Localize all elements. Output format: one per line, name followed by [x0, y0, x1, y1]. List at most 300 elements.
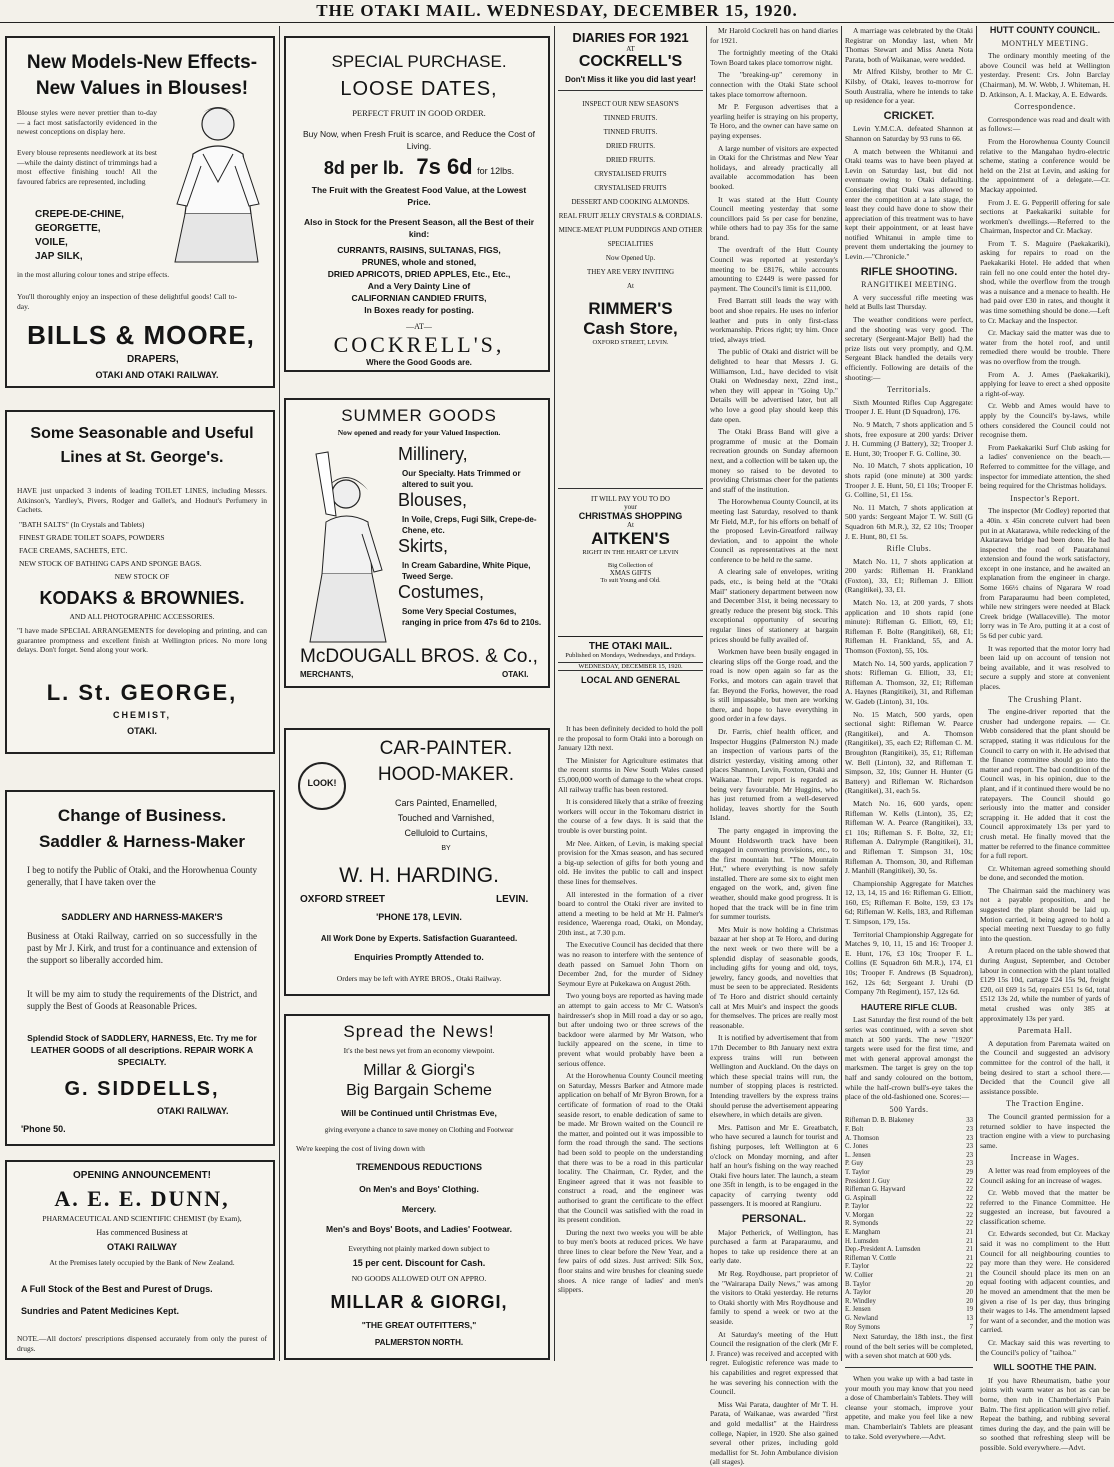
ad-dunn-note: NOTE.—All doctors' prescriptions dispensed accurately from only the purest of drugs.: [17, 1334, 267, 1353]
service-1: Cars Painted, Enamelled,: [394, 798, 498, 808]
aitken-l8: To suit Young and Old.: [600, 577, 661, 584]
score-value: 22: [966, 1194, 973, 1202]
score-name: E. Jensen: [845, 1306, 871, 1314]
news-paragraph: Miss Wai Parata, daughter of Mr T. H. Parata, of Waikanae, was awarded "first and gold medallist" at the Hairdress college, Napier, in 1920. She also gained several other prizes, including gold medallist for St. John Ambulance division (all stages).: [710, 1399, 838, 1467]
hutt-paragraph: Correspondence was read and dealt with as follows:—: [980, 114, 1110, 134]
news-paragraph: The "breaking-up" ceremony in connection with the Otaki State school takes place tomorrow afternoon.: [710, 70, 838, 99]
diaries-ad: [558, 26, 703, 496]
ad-mcd-item2-desc: In Voile, Creps, Fugi Silk, Crepe-de-Chene, etc.: [402, 515, 537, 535]
score-row: [845, 1203, 973, 1212]
ad-dates-price-row: [292, 154, 546, 180]
news-paragraph: A marriage was celebrated by the Otaki Registrar on Monday last, when Mr Thomas Stewart and Miss Aneta Nota Parata, both of Waikanae, were wedded.: [845, 26, 973, 64]
score-value: 23: [966, 1134, 973, 1142]
ad-dates-sub: PERFECT FRUIT IN GOOD ORDER.: [352, 108, 486, 118]
news-paragraph: The weather conditions were perfect, and the shooting was very good. The secretary (Sergeant-Major Bell) had the prize lists out very promptly, and Q.M. Sergeant Black handled the details very efficiently. Following are details of the shooting:—: [845, 315, 973, 382]
score-row: [845, 1315, 973, 1324]
ad-mcd-item2: Blouses,: [398, 490, 468, 510]
service-4: BY: [441, 845, 451, 852]
aitken-l6: Big Collection of: [607, 562, 654, 569]
hutt-paragraph: From the Horowhenua County Council relative to the Mangahao hydro-electric scheme, stating a conference would be held on the 21st at Levin, and asking for the appointment of a delegate.—Cr. Mackay appointed.: [980, 136, 1110, 194]
ad-dunn-firm: A. E. E. DUNN,: [54, 1186, 230, 1211]
score-name: R. Windley: [845, 1297, 876, 1305]
divider: [558, 90, 703, 91]
score-row: [845, 1135, 973, 1144]
score-row: [845, 1229, 973, 1238]
diaries-l1: DIARIES FOR 1921: [572, 30, 689, 45]
score-row: [845, 1178, 973, 1187]
score-value: 33: [966, 1117, 973, 1125]
score-name: T. Taylor: [845, 1168, 870, 1176]
subsection-territorials: Territorials.: [887, 385, 931, 395]
goods-line-6: In Boxes ready for posting.: [364, 305, 474, 315]
news-paragraph: The public of Otaki and district will be delighted to hear that Messrs J. G. Williamson, Ltd., have decided to visit Otaki on Wednesday next, 22nd inst., when they will appear in "Going Up." Details will be advertised later, but all who love a good play should keep this date open.: [710, 347, 838, 424]
goods-line-5: CALIFORNIAN CANDIED FRUITS,: [351, 293, 487, 303]
news-paragraph: No. 10 Match, 7 shots application, 10 shots rapid (one minute) at 300 yards: Trooper J. E. Hunt, 50, £1 10s; Trooper F. G. Colline, 51, £1 15s.: [845, 461, 973, 500]
news-paragraph: No. 15 Match, 500 yards, open sectional sight: Rifleman W. Pearce (Rangitikei), and A. Thomson (Rangitikei), 35, each £2; Rifleman C. M. Broughton (Rangitikei), 35, £1; Rifleman W. Bell (Linton), 32, and Rifleman T. Simpson, 32, 10s; Gunner H. Hunter (G Battery) and Rifleman W. Richardson (Rangitikei), 31, each 5s.: [845, 709, 973, 796]
diaries-item: INSPECT OUR NEW SEASON'S: [582, 100, 679, 108]
ad-stgeorge-town: OTAKI.: [127, 726, 157, 736]
news-paragraph: The overdraft of the Hutt County Council was reported at yesterday's meeting to be £8176, while accounts amounting to £2449 is were passed for payment. The Council's limit is £11,000.: [710, 245, 838, 293]
score-name: A. Thomson: [845, 1134, 879, 1142]
news-paragraph: Territorial Championship Aggregate for Matches 9, 10, 11, 15 and 16: Trooper J. E. Hunt, 176, £3 10s; Trooper F. L. Collins (E Squadron 6th M.R.), 174, £1 10s; Trooper F. Andrews (B Squadron), 162, 12s 6d; Sergeant J. Uruhi (D Company 7th Regiment), 157, 12s 6d.: [845, 929, 973, 997]
ad-millar-firm2: MILLAR & GIORGI,: [330, 1292, 508, 1312]
ad-saddler-phone: 'Phone 50.: [21, 1124, 66, 1134]
score-row: [845, 1186, 973, 1195]
ad-blouses-address: OTAKI AND OTAKI RAILWAY.: [95, 370, 219, 380]
local-general-col2: [710, 26, 838, 1467]
ad-blouses-closing: You'll thoroughly enjoy an inspection of these delightful goods! Call to-day.: [17, 292, 237, 311]
score-value: 22: [966, 1186, 973, 1194]
hutt-paragraph: From J. E. G. Pepperill offering for sale sections at Paekakariki suitable for workmen's dwellings.—Referred to the Chairman, Inspector and Cr. Mackay.: [980, 197, 1110, 236]
news-paragraph: It has been definitely decided to hold the poll re the proposal to form Otaki into a borough on January 12th next.: [558, 724, 703, 753]
score-value: 20: [966, 1297, 973, 1305]
score-row: [845, 1324, 973, 1333]
subsection-rangitikei: RANGITIKEI MEETING.: [861, 280, 957, 290]
news-paragraph: Mr Reg. Roydhouse, part proprietor of the "Wairarapa Daily News," was among the visitors to Otaki yesterday. He returns to Otaki shortly with Mrs Roydhouse and family to spend a week or two at the seaside.: [710, 1269, 838, 1326]
paper-masthead: [558, 636, 703, 717]
hutt-council-col: [980, 25, 1110, 1452]
diaries-item: MINCE-MEAT PLUM PUDDINGS AND OTHER SPECIALITIES: [558, 226, 703, 248]
score-value: 21: [966, 1237, 973, 1245]
ad-mcd-trade: MERCHANTS,: [300, 670, 354, 679]
ad-mcdougall: [284, 398, 550, 688]
hutt-paragraph: Cr. Edwards seconded, but Cr. Mackay said it was no compliment to the Hutt Council for all neighbouring counties to pay more than they were. He considered the Council should place its men on an equal footing with adjacent counties, and he moved an amendment that the men be given a rise of 1s per day, thus bringing their wages to 14s. The amendment lapsed for want of a seconder, and the motion was carried.: [980, 1229, 1110, 1335]
news-paragraph: Mr P. Ferguson advertises that a yearling heifer is straying on his property, Te Horo, and the owner can have same on paying expenses.: [710, 102, 838, 140]
hutt-paragraph: The ordinary monthly meeting of the above Council was held at Wellington yesterday. Present: Crs. John Barclay (Chairman), M. W. Webb, J. Whiteman, H. D. Atkinson, A. I. Mackay, A. E. Edwards.: [980, 51, 1110, 99]
diaries-item: THEY ARE VERY INVITING: [586, 268, 675, 276]
line-new-stock: NEW STOCK OF: [114, 572, 170, 581]
score-name: A. Taylor: [845, 1289, 871, 1297]
news-paragraph: When you wake up with a bad taste in your mouth you may know that you need a dose of Chamberlain's Tablets. They will cleanse your stomach, improve your appetite, and make you feel like a new man. Chamberlain's Tablets are pleasant to take. Sold everywhere.—Advt.: [845, 1373, 973, 1441]
score-row: [845, 1117, 973, 1126]
ad-millar-on2: Mercery.: [401, 1204, 437, 1214]
ad-blouses-trade: DRAPERS,: [127, 354, 179, 365]
ad-saddler-firm: G. SIDDELLS,: [64, 1078, 220, 1100]
score-value: 23: [966, 1160, 973, 1168]
score-row: [845, 1169, 973, 1178]
ad-dunn-premises: At the Premises lately occupied by the Bank of New Zealand.: [49, 1258, 235, 1267]
news-paragraph: Levin Y.M.C.A. defeated Shannon at Shannon on Saturday by 93 runs to 66.: [845, 124, 973, 143]
ad-saddler-headline1: Change of Business.: [57, 806, 227, 825]
ad-siddells: [5, 790, 275, 1146]
hutt-paragraph: The Council granted permission for a returned soldier to have inspected the traction engine with a view to purchasing same.: [980, 1111, 1110, 1150]
ad-harding-address: OXFORD STREET: [300, 894, 386, 905]
score-row: [845, 1143, 973, 1152]
hutt-subheading: The Traction Engine.: [1006, 1099, 1084, 1109]
goods-line-1: CURRANTS, RAISINS, SULTANAS, FIGS,: [337, 245, 501, 255]
divider: [845, 1367, 973, 1368]
local-general-col1: [558, 724, 703, 1361]
ad-mcd-firm: McDOUGALL BROS. & Co.,: [300, 646, 538, 667]
score-name: W. Collier: [845, 1272, 874, 1280]
ad-millar-reductions: TREMENDOUS REDUCTIONS: [355, 1162, 482, 1172]
diaries-item: DESSERT AND COOKING ALMONDS.: [571, 198, 690, 206]
column-rule: [279, 26, 280, 1361]
score-row: [845, 1246, 973, 1255]
ad-harding-headline2: HOOD-MAKER.: [377, 764, 515, 785]
ad-dates-buy: Buy Now, when Fresh Fruit is scarce, and Reduce the Cost of Living.: [303, 129, 535, 151]
waving-lady-illustration: [296, 444, 396, 644]
diaries-item: REAL FRUIT JELLY CRYSTALS & CORDIALS.: [558, 212, 703, 220]
line-caps: NEW STOCK OF BATHING CAPS AND SPONGE BAGS.: [19, 559, 202, 568]
ad-mcd-item1: Millinery,: [398, 444, 468, 464]
ad-millar-keeping: We're keeping the cost of living down with: [296, 1144, 425, 1153]
score-value: 21: [966, 1246, 973, 1254]
hutt-subheading: Paremata Hall.: [1017, 1026, 1073, 1036]
ad-dunn-line1: A Full Stock of the Best and Purest of Drugs.: [21, 1284, 213, 1294]
hutt-paragraph: The engine-driver reported that the crusher had undergone repairs. — Cr. Webb considered that the plant should be scrapped, stating it was ridiculous for the Council to carry on with it. He advised that the finance committee should go into the matter and report. The bad condition of the Council was, in his opinion, due to the plant, and if it continued there would be no ratepayers. The Council should go seriously into the matter and consider scrapping it. He added that it cost the Council approximately 13s per yard to crush metal. He finally moved that the matter be referred to the finance committee for a full report.: [980, 707, 1110, 861]
ad-stgeorge-firm: L. St. GEORGE,: [46, 680, 238, 705]
score-value: 21: [966, 1254, 973, 1262]
fabric-3: VOILE,: [35, 237, 68, 248]
score-row: [845, 1220, 973, 1229]
hutt-paragraph: A return placed on the table showed that during August, September, and October labour in connection with the plant totalled £129 15s 10d, cartage £24 15s 9d, freight £20, oil £69 1s 5d, repairs £51 1s 6d, total £512 13s 2d, while the number of yards of metal crushed was only 385 at approximately 13s per yard.: [980, 946, 1110, 1023]
news-paragraph: Workmen have been busily engaged in clearing slips off the Gorge road, and the road is now open again so far as the Forks, and motors can again travel that far. Beyond the Forks, however, the road is still impassable, but men are working there, and hope to have everything in good order in a few days.: [710, 647, 838, 724]
ad-harding-town: LEVIN.: [496, 894, 529, 905]
news-paragraph: At Saturday's meeting of the Hutt Council the resignation of the clerk (Mr F. J. France) was received and accepted with regret. Eulogistic reference was made to his capabilities and regret expressed that he was severing his connection with the Council.: [710, 1329, 838, 1397]
ad-dunn-place: OTAKI RAILWAY: [106, 1242, 177, 1252]
score-name: Rifleman G. Hayward: [845, 1186, 906, 1194]
news-paragraph: Next Saturday, the 18th inst., the first round of the belt series will be completed, with a seven shot match at 600 yds.: [845, 1332, 973, 1361]
score-value: 22: [966, 1203, 973, 1211]
news-paragraph: A large number of visitors are expected in Otaki for the Christmas and New Year holidays, and already practically all available accommodation has been booked.: [710, 143, 838, 191]
ad-mcd-headline: SUMMER GOODS: [341, 406, 497, 425]
aitken-ad: [558, 488, 703, 629]
score-value: 22: [966, 1177, 973, 1185]
news-paragraph: At the Horowhenua County Council meeting on Saturday, Messrs Barker and Atmore made application on behalf of Mr Byron Brown, for a certificate of formation of road to the Otaki seaside resort, to enable dedication of same to be made. Mr Brown waited on the Council re the matter, and pointed out it was impossible to form the road through the sand. The sections had been sold to people on the understanding that there was to be a road in this particular locality. The Chairman, Cr. Ryder, and the Engineer agreed that it was not feasible to construct a road, and the engineer was authorised to grant the certificate to the effect that the Council was satisfied with the road in its present condition.: [558, 1071, 703, 1225]
news-paragraph: No. 9 Match, 7 shots application and 5 shots, free exposure at 200 yards: Driver J. H. Cumming (J Battery), 32; Trooper J. E. Hunt, 30; Trooper F. G. Colline, 30.: [845, 419, 973, 458]
diaries-item: At: [627, 282, 634, 290]
ad-millar-marked: Everything not plainly marked down subject to: [348, 1244, 490, 1253]
news-paragraph: The fortnightly meeting of the Otaki Town Board takes place tomorrow night.: [710, 48, 838, 67]
ad-stgeorge-headline: Some Seasonable and Useful Lines at St. George's.: [30, 425, 254, 466]
diaries-item: TINNED FRUITS.: [603, 128, 658, 136]
score-name: L. Jensen: [845, 1151, 871, 1159]
ad-saddler-body1: I beg to notify the Public of Otaki, and the Horowhenua County generally, that I have taken over the: [27, 865, 257, 887]
ad-dates-at: —AT—: [406, 322, 432, 331]
score-value: 22: [966, 1211, 973, 1219]
score-row: [845, 1255, 973, 1264]
score-value: 21: [966, 1272, 973, 1280]
score-name: R. Symonds: [845, 1220, 879, 1228]
score-name: P. Taylor: [845, 1203, 869, 1211]
section-local-general: LOCAL AND GENERAL: [581, 675, 680, 685]
hutt-sub: MONTHLY MEETING.: [1001, 38, 1089, 48]
hutt-subheading: Correspondence.: [1014, 102, 1076, 112]
score-value: 23: [966, 1125, 973, 1133]
price-per-lb: 8d per lb.: [323, 158, 404, 178]
score-value: 19: [966, 1306, 973, 1314]
news-paragraph: Match No. 16, 600 yards, open: Rifleman W. Kells (Linton), 35, £2; Rifleman W. A. Pearce (Rangitikei), 33, £1 10s; Rifleman S. F. Bolte, 32, £1; Rifleman A. Dalrymple (Rangitikei), 31, and Rifleman T. Simpson 31, 10s; Rifleman A. Thomson, 30, and Rifleman J. Manhill (Rangitikei), 30, 5s.: [845, 798, 973, 876]
ad-stgeorge-body: HAVE just unpacked 3 indents of leading TOILET LINES, including Messrs. Atkinson's, Yardley's, Pivers, Rodger and Gallet's, and Hodnut's Perfumery in Cachets.: [17, 486, 267, 515]
ad-saddler-body3: It will be my aim to study the requirements of the District, and supply the Best of Goods at Reasonable Prices.: [27, 989, 257, 1011]
column-rule: [706, 26, 707, 1361]
diaries-item: DRIED FRUITS.: [605, 156, 655, 164]
hutt-subheading: Inspector's Report.: [1010, 493, 1080, 503]
news-paragraph: The Horowhenua County Council, at its meeting last Saturday, resolved to thank Mr Field, M.P., for his efforts on behalf of the proposed Levin-Greatford railway deviation, and to appoint the whole Council as representatives at the next conference to be held re the same.: [710, 497, 838, 564]
hutt-subheading: The Crushing Plant.: [1008, 694, 1082, 704]
diaries-item: CRYSTALISED FRUITS: [594, 184, 667, 192]
score-value: 22: [966, 1220, 973, 1228]
service-2: Touched and Varnished,: [397, 813, 495, 823]
ad-stgeorge-brand: KODAKS & BROWNIES.: [39, 588, 245, 608]
score-row: [845, 1238, 973, 1247]
news-paragraph: Major Petherick, of Wellington, has purchased a farm at Paraparaumu, and hopes to take up residence there at an early date.: [710, 1227, 838, 1266]
diaries-item: CRYSTALISED FRUITS: [594, 170, 667, 178]
paper-date: WEDNESDAY, DECEMBER 15, 1920.: [558, 662, 703, 671]
ad-harding-phone: 'PHONE 178, LEVIN.: [376, 912, 462, 922]
news-paragraph: Mr Harold Cockrell has on hand diaries for 1921.: [710, 26, 838, 45]
news-paragraph: It is notified by advertisement that from 17th December to 8th January next extra express trains will run between Wellington and Auckland. On the days on which these special trains will run, the number of stopping places is restricted. Intending travellers by the express trains should peruse the advertisement appearing elsewhere, in which details are given.: [710, 1033, 838, 1120]
ad-dunn-has: Has commenced Business at: [96, 1228, 188, 1237]
aitken-l7: XMAS GIFTS: [609, 569, 652, 577]
section-cricket: CRICKET.: [883, 109, 935, 122]
news-paragraph: The Otaki Brass Band will give a programme of music at the Domain recreation grounds on Sunday afternoon next, and a collection will be taken up, the money so raised to be devoted to providing Christmas cheer for the patients and staff of the institution.: [710, 427, 838, 494]
score-row: [845, 1306, 973, 1315]
score-name: G. Newland: [845, 1315, 878, 1322]
diaries-l2: AT: [626, 45, 635, 53]
line-creams: FACE CREAMS, SACHETS, ETC.: [19, 546, 128, 555]
ad-millar-giving: giving everyone a chance to save money on Clothing and Footwear: [324, 1126, 514, 1134]
fabric-4: JAP SILK,: [35, 251, 83, 262]
aitken-l4: At: [627, 521, 634, 529]
ad-blouses-body: Every blouse represents needlework at its best—while the dainty distinct of trimmings had a most effective finishing touch! All the favoured fabrics are represented, including: [17, 148, 157, 186]
ad-dates-value: The Fruit with the Greatest Food Value, at the Lowest Price.: [311, 185, 527, 207]
diaries-l4: Don't Miss it like you did last year!: [565, 75, 696, 84]
score-name: E. Mangham: [845, 1229, 881, 1237]
news-paragraph: The party engaged in improving the Mount Holdsworth track have been engaged in converting provisions, etc., to the first mountain hut. "The Mountain Hut," where everything is now safely installed. There are some six to eight men engaged on the work, and, given fine weather, should make good progress. It is hoped that the track will be in fine trim for summer tourists.: [710, 825, 838, 922]
score-name: G. Aspinall: [845, 1194, 876, 1202]
news-paragraph: Last Saturday the first round of the belt series was continued, with a seven shot match at 500 yards. The new "1920" targets were used for the first time, and met with general approval amongst the marksmen. The target is grey on the top half and sandy coloured on the bottom, while the half-crown bull's-eye takes the place of the old-fashioned one. Scores:—: [845, 1015, 973, 1102]
news-paragraph: Mr Nee. Aitken, of Levin, is making special provision for the Xmas season, and has secured a big-up selection of gifts for both young and old. He invites the public to call and inspect these lines for themselves.: [558, 838, 703, 886]
news-paragraph: The Minister for Agriculture estimates that the recent storms in New South Wales caused £5,000,000 worth of damage to the wheat crops. All railway traffic has been restored.: [558, 755, 703, 794]
price-12lbs: 7s 6d: [416, 154, 473, 179]
news-paragraph: Match No. 13, at 200 yards, 7 shots application and 10 shots rapid (one minute): Rifleman G. Elliott, 69, £1; Rifleman F. Bolte (Rangitikei), 68, £1; Rifleman H. Frankland, 55, and A. Thomson (Foxton), 55, 10s.: [845, 598, 973, 656]
ad-cockrells-dates: [284, 36, 550, 372]
rimmers-addr: OXFORD STREET, LEVIN.: [592, 339, 669, 346]
ad-millar-scheme: Big Bargain Scheme: [346, 1082, 492, 1099]
score-value: 7: [969, 1323, 973, 1331]
ad-harding-firm: W. H. HARDING.: [339, 864, 499, 887]
score-row: [845, 1212, 973, 1221]
news-paragraph: A very successful rifle meeting was held at Bulls last Thursday.: [845, 292, 973, 312]
ad-stgeorge-trade: CHEMIST,: [112, 710, 171, 720]
ad-dunn: [5, 1160, 275, 1360]
score-value: 29: [966, 1168, 973, 1176]
goods-line-2: PRUNES, whole and stoned,: [361, 257, 477, 267]
news-paragraph: Championship Aggregate for Matches 12, 13, 14, 15 and 16: Rifleman G. Elliott, 160, £5; Rifleman F. Bolte, 159, £3 17s 6d; Rifleman W. Kells, 183, and Rifleman T. Simpson, 179, 15s.: [845, 878, 973, 927]
ad-harding-enq: Enquiries Promptly Attended to.: [354, 952, 484, 962]
hutt-paragraph: The inspector (Mr Codley) reported that a 40in. x 45in concrete culvert had been put in at Akatarawa, while redecking of the Akatarawa bridge had been done. He had inspected the road of Pauatahanui extension and found the work satisfactory, except in one instance, and he awaited an explanation from the engineer in charge. Some 166½ chains of Ngarara W road from Paraparaumu had been completed, while new stringers were needed at Black Creek bridge (Wallaceville). The motor lorry was in Te Aro, putting it at a cost of 5s 6d per cubic yard.: [980, 506, 1110, 641]
section-rifle-shooting: RIFLE SHOOTING.: [860, 265, 958, 278]
lady-in-blouse-illustration: [163, 94, 268, 264]
score-row: [845, 1272, 973, 1281]
ad-mcd-item4-desc: Some Very Special Costumes, ranging in price from 47s 6d to 210s.: [402, 607, 542, 627]
news-paragraph: Mr Alfred Kilsby, brother to Mr C. Kilsby, of Otaki, leaves to-morrow for South Australia, where he intends to take up residence for a year.: [845, 67, 973, 106]
ad-dates-tag: Where the Good Goods are.: [366, 358, 472, 367]
score-name: P. Guy: [845, 1160, 864, 1168]
hutt-paragraph: A letter was read from employees of the Council asking for an increase of wages.: [980, 1165, 1110, 1185]
ad-blouses-fabrics: [35, 208, 155, 264]
ad-harding-services: [346, 796, 546, 856]
diaries-item: TINNED FRUITS.: [603, 114, 658, 122]
ad-harding-headline1: CAR-PAINTER.: [379, 738, 513, 759]
fabric-2: GEORGETTE,: [35, 223, 101, 234]
ad-millar-giorgi: [284, 1014, 550, 1360]
news-paragraph: Mrs Muir is now holding a Christmas bazaar at her shop at Te Horo, and during the next week or two there will be a splendid display of seasonable goods, including gifts for young and old, toys, jewelry, fancy goods, and novelties that must be seen to be appreciated. Residents of Te Horo and district should certainly call at Mrs Muir's and inspect the goods for themselves. The prices are really most reasonable.: [710, 924, 838, 1030]
news-paragraph: It was stated at the Hutt County Council meeting yesterday that some councillors paid 5s per case for benzine, while others had to pay 35s for the same brand.: [710, 194, 838, 242]
ad-dunn-trade: PHARMACEUTICAL AND SCIENTIFIC CHEMIST (by Exam),: [42, 1214, 242, 1223]
hutt-paragraph: From Paekakariki Surf Club asking for a ladies' convenience on the beach.—Referred to committee for the village, and inspector for immediate attention, the shed being required for the Christmas holidays.: [980, 442, 1110, 491]
score-name: B. Taylor: [845, 1280, 871, 1288]
score-name: Roy Symons: [845, 1323, 880, 1331]
hutt-title: HUTT COUNTY COUNCIL.: [989, 25, 1101, 35]
ad-millar-firm1: Millar & Giorgi's: [363, 1062, 475, 1079]
ad-millar-intro: It's the best news yet from an economy viewpoint.: [343, 1046, 495, 1055]
section-personal: PERSONAL.: [741, 1213, 807, 1226]
hutt-subheading: Increase in Wages.: [1010, 1153, 1080, 1163]
goods-line-3: DRIED APRICOTS, DRIED APPLES, Etc., Etc.,: [327, 269, 511, 279]
ad-mcd-sub: Now opened and ready for your Valued Inspection.: [337, 428, 501, 437]
hutt-paragraph: A deputation from Paremata waited on the Council and suggested an advisory committee for the control of the hall, it being desired to start a school there.—Decided that the Council give all assistance possible.: [980, 1038, 1110, 1096]
score-value: 13: [966, 1315, 973, 1322]
hutt-paragraph: If you have Rheumatism, bathe your joints with warm water as hot as can be borne, then rub in Chamberlain's Pain Balm. The first application will give relief. Repeat the bathing, and rubbing several times during the day, and the pain will be so soothed that refreshing sleep will be possible. Sold everywhere.—Advt.: [980, 1375, 1110, 1452]
hutt-paragraph: From T. S. Maguire (Paekakariki), asking for repairs to road on the Paekakariki Hotel. He added that when rain fell no one could enter the hotel dry-shod, while the overflow from the trough was a nuisance and a menace to health. He had paid over £30 in rates, and thought it was time something should be done.—Left to Cr. Mackay and the Inspector.: [980, 238, 1110, 325]
column-rule: [976, 26, 977, 1361]
score-name: Rifleman D. B. Blakeney: [845, 1117, 914, 1125]
news-paragraph: A match between the Whitanui and Otaki teams was to have been played at Levin on Saturday last, but did not eventuate owing to Otaki defaulting. Considering that Otaki was allowed to enter the competition at a late stage, the least they could have done to show their appreciation of this treatment was to have kept their appointment, or at least have notified Whitanui in ample time to prevent them undertaking the journey to Levin.—"Chronicle.": [845, 146, 973, 262]
ad-dunn-line2: Sundries and Patent Medicines Kept.: [21, 1306, 180, 1316]
score-value: 22: [966, 1263, 973, 1271]
news-paragraph: The Executive Council has decided that there was no reason to interfere with the sentence of death passed on Samuel John Thorn on December 2nd, for the murder of Sidney Seymour Eyre at Pukekawa on August 26th.: [558, 940, 703, 988]
ad-blouses-intro: Blouse styles were never prettier than to-day — a fact most satisfactorily evidenced in the newest conceptions on display here.: [17, 108, 157, 137]
score-row: [845, 1152, 973, 1161]
ad-harding-orders: Orders may be left with AYRE BROS., Otaki Railway.: [336, 974, 502, 983]
ad-dates-also: Also in Stock for the Present Season, all the Best of their kind:: [303, 217, 535, 239]
score-value: 20: [966, 1280, 973, 1288]
diaries-list: [558, 97, 703, 293]
ad-millar-on3: Men's and Boys' Boots, and Ladies' Footwear.: [325, 1224, 512, 1234]
news-paragraph: It is considered likely that a strike of freezing workers will occur in the Tokomaru district in the course of a few days. It is said that the trouble is over bursting point.: [558, 797, 703, 835]
aitken-firm: AITKEN'S: [591, 529, 670, 548]
ad-saddler-headline2: Saddler & Harness-Maker: [39, 832, 245, 851]
ad-bills-moore: [5, 36, 275, 388]
ad-saddler-body2: Business at Otaki Railway, carried on so successfully in the past by Mr J. Kirk, and trust for a continuance and extension of the support so liberally accorded him.: [27, 931, 257, 965]
news-paragraph: No. 11 Match, 7 shots application at 500 yards: Sergeant Major T. W. Still (G Squadron 6th M.R.), 32, £2 10s; Trooper J. E. Hunt, 80, £1 5s.: [845, 502, 973, 541]
ad-saddler-business: SADDLERY AND HARNESS-MAKER'S: [61, 912, 223, 922]
ad-saddler-stock: Splendid Stock of SADDLERY, HARNESS, Etc. Try me for LEATHER GOODS of all descriptions. REPAIR WORK A SPECIALTY.: [27, 1033, 257, 1067]
ad-st-george: [5, 410, 275, 754]
hutt-paragraph: From A. J. Ames (Paekakariki), applying for leave to erect a shed opposite a right-of-way.: [980, 369, 1110, 398]
news-paragraph: Fred Barratt still leads the way with boot and shoe repairs. He uses no inferior leather and puts in only first-class workmanship. Prices right; try him. Once tried, always tried.: [710, 296, 838, 344]
rimmers-firm2: Cash Store,: [583, 319, 678, 338]
hutt-paragraph: Cr. Webb moved that the matter be referred to the Finance Committee. He suggested an increase, but favoured a classification scheme.: [980, 1188, 1110, 1226]
score-row: [845, 1263, 973, 1272]
ad-stgeorge-lines: [19, 518, 265, 583]
fabric-1: CREPE-DE-CHINE,: [35, 209, 124, 220]
ad-stgeorge-accessories: AND ALL PHOTOGRAPHIC ACCESSORIES.: [69, 612, 215, 621]
news-paragraph: Match No. 11, 7 shots application at 200 yards: Rifleman H. Frankland (Foxton), 33, £1; Rifleman J. Elliott (Rangitikei), 33, £1.: [845, 556, 973, 595]
score-name: C. Jones: [845, 1143, 869, 1151]
ad-mcd-item3-desc: In Cream Gabardine, White Pique, Tweed Serge.: [402, 561, 531, 581]
ad-dates-headline1: SPECIAL PURCHASE.: [331, 52, 507, 71]
rimmers-firm: RIMMER'S: [588, 299, 673, 318]
sport-col: [845, 26, 973, 1441]
ad-millar-discount: 15 per cent. Discount for Cash.: [352, 1258, 486, 1268]
ad-dunn-opening: OPENING ANNOUNCEMENT!: [73, 1170, 211, 1181]
diaries-item: Now Opened Up.: [605, 254, 656, 262]
hutt-paragraph: Cr. Mackay said this was reverting to the Council's policy of "taihoa.": [980, 1338, 1110, 1357]
score-row: [845, 1126, 973, 1135]
news-paragraph: All interested in the formation of a river board to control the Otaki river are invited to attend a meeting to be held at Mr H. Palmer's residence, Waerenga road, Otaki, on Monday, 20th inst., at 7.30 p.m.: [558, 889, 703, 937]
news-paragraph: During the next two weeks you will be able to buy men's boots at reduced prices. We have three lines to clear before the New Year, and a few pairs of odd sizes. Just arrived: Silk Sox, floor stains and wire brushes for cleaning suede shoes. A nice range of ladies' and men's slippers.: [558, 1227, 703, 1295]
ad-blouses-headline: New Models-New Effects-New Values in Blouses!: [26, 52, 258, 99]
score-row: [845, 1281, 973, 1290]
ad-blouses-colours: in the most alluring colour tones and stripe effects.: [17, 270, 170, 279]
scores-table: [845, 1117, 973, 1332]
hutt-paragraph: Cr. Mackay said the matter was due to water from the hotel roof, and until remedied there would be trouble. There was no overflow from the trough.: [980, 328, 1110, 366]
paper-title: THE OTAKI MAIL.: [588, 641, 673, 652]
price-qty: for 12lbs.: [477, 166, 515, 176]
score-name: Rifleman V. Cottle: [845, 1254, 896, 1262]
score-name: Dep.-President A. Lumsden: [845, 1246, 921, 1254]
ad-millar-town: PALMERSTON NORTH.: [374, 1338, 464, 1347]
ad-millar-headline: Spread the News!: [343, 1022, 495, 1041]
score-name: V. Morgan: [845, 1211, 874, 1219]
aitken-l2: your: [624, 503, 637, 511]
ad-blouses-firm: BILLS & MOORE,: [27, 320, 255, 350]
ad-dates-headline2: LOOSE DATES,: [340, 78, 498, 100]
ad-harding: [284, 728, 550, 996]
ad-stgeorge-note: "I have made SPECIAL ARRANGEMENTS for developing and printing, and can guarantee promptness and excellent finish at Wellington prices. No more long delays. Don't forget. Send along your work.: [17, 626, 267, 655]
hutt-paragraphs: [980, 51, 1110, 1452]
news-paragraph: Sixth Mounted Rifles Cup Aggregate: Trooper J. E. Hunt (D Squadron), 176.: [845, 397, 973, 417]
hutt-paragraph: It was reported that the motor lorry had been laid up on account of tension not being available, and it was resolved to secure a supply and store at convenient places.: [980, 643, 1110, 691]
ad-millar-noappro: NO GOODS ALLOWED OUT ON APPRO.: [351, 1274, 487, 1283]
hutt-paragraph: Cr. Whiteman agreed something should be done, and seconded the motion.: [980, 863, 1110, 883]
score-row: [845, 1160, 973, 1169]
score-name: F. Taylor: [845, 1263, 870, 1271]
hutt-paragraph: The Chairman said the machinery was not a payable proposition, and he suggested the plant should be laid up. Motion carried, it being agreed to hold a special meeting next Tuesday to go fully into the question.: [980, 885, 1110, 943]
ad-saddler-address: OTAKI RAILWAY.: [157, 1106, 229, 1116]
score-name: H. Lumsden: [845, 1237, 879, 1245]
subsection-500-yards: 500 Yards.: [889, 1104, 929, 1114]
news-paragraph: Two young boys are reported as having made an attempt to gain access to Mr C. Watson's hairdresser's shop in Mill road a day or so ago, but after undoing two or three screws of the backdoor were alarmed by Mr Watson, who luckily appeared on the scene, in time to prevent what would probably have been a serious offence.: [558, 991, 703, 1068]
score-row: [845, 1298, 973, 1307]
score-value: 23: [966, 1143, 973, 1151]
goods-line-4: And a Very Dainty Line of: [367, 281, 471, 291]
aitken-l3: CHRISTMAS SHOPPING: [578, 511, 683, 521]
